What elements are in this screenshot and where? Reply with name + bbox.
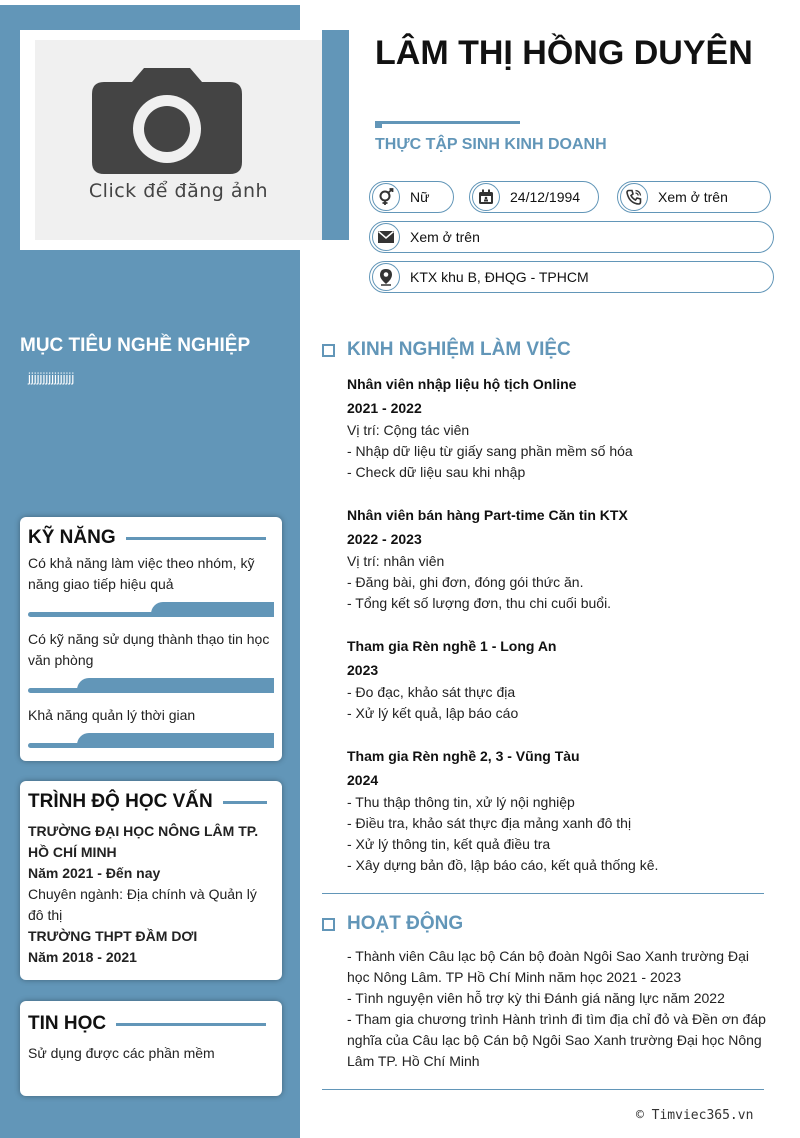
job-title: THỰC TẬP SINH KINH DOANH xyxy=(375,136,607,153)
experience-line: Vị trí: nhân viên xyxy=(347,553,445,569)
calendar-icon xyxy=(472,183,500,211)
gender-icon xyxy=(372,183,400,211)
experience-job-title: Nhân viên nhập liệu hộ tịch Online xyxy=(347,376,577,392)
experience-period: 2022 - 2023 xyxy=(347,531,422,547)
it-title: TIN HỌC xyxy=(28,1013,107,1034)
education-title: TRÌNH ĐỘ HỌC VẤN xyxy=(28,791,213,812)
activities-list xyxy=(347,946,767,1072)
candidate-name: LÂM THỊ HỒNG DUYÊN xyxy=(375,34,753,72)
objective-text: jjjjjjjjjjjjjjjj xyxy=(28,370,75,385)
email-value: Xem ở trên xyxy=(410,229,480,245)
experience-line: - Thu thập thông tin, xử lý nội nghiệp xyxy=(347,794,575,810)
photo-frame xyxy=(20,30,327,250)
experience-line: - Điều tra, khảo sát thực địa mảng xanh đô thị xyxy=(347,815,632,831)
gender-field[interactable] xyxy=(369,181,454,213)
education-school: TRƯỜNG ĐẠI HỌC NÔNG LÂM TP. HỒ CHÍ MINH xyxy=(28,823,259,860)
education-card xyxy=(20,781,282,980)
gender-value: Nữ xyxy=(410,189,430,205)
address-field[interactable] xyxy=(369,261,774,293)
experience-line: - Xây dựng bản đồ, lập báo cáo, kết quả thống kê. xyxy=(347,857,659,873)
experience-line: - Xử lý thông tin, kết quả điều tra xyxy=(347,836,551,852)
experience-period: 2023 xyxy=(347,662,379,678)
envelope-icon xyxy=(372,223,400,251)
activity-line: - Tình nguyện viên hỗ trợ kỳ thi Đánh giá năng lực năm 2022 xyxy=(347,990,725,1006)
skills-card xyxy=(20,517,282,761)
activities-title: HOẠT ĐỘNG xyxy=(347,913,464,934)
experience-line: - Đo đạc, khảo sát thực địa xyxy=(347,684,516,700)
experience-line: - Tổng kết số lượng đơn, thu chi cuối buổi. xyxy=(347,595,612,611)
experience-item xyxy=(347,634,767,724)
activity-line: - Tham gia chương trình Hành trình đi tìm địa chỉ đỏ và Đền ơn đáp nghĩa của Câu lạc bộ Cán bộ Ngôi Sao Xanh trường Đại học Nông Lâm TP. Hồ Chí Minh xyxy=(347,1011,766,1069)
education-major: Chuyên ngành: Địa chính và Quản lý đô thị xyxy=(28,886,257,923)
experience-line: - Check dữ liệu sau khi nhập xyxy=(347,464,526,480)
skill-level-bar xyxy=(28,602,274,617)
name-underline xyxy=(375,121,520,124)
email-field[interactable] xyxy=(369,221,774,253)
skill-item xyxy=(28,553,274,617)
skills-title: KỸ NĂNG xyxy=(28,527,116,548)
skill-level-fill xyxy=(77,678,274,693)
birthday-value: 24/12/1994 xyxy=(510,189,581,205)
activity-line: - Thành viên Câu lạc bộ Cán bộ đoàn Ngôi Sao Xanh trường Đại học Nông Lâm. TP Hồ Chí Minh năm học 2021 - 2023 xyxy=(347,948,749,985)
camera-icon xyxy=(92,68,242,174)
experience-heading xyxy=(322,339,571,361)
education-heading xyxy=(28,791,274,813)
experience-job-title: Tham gia Rèn nghề 2, 3 - Vũng Tàu xyxy=(347,748,580,764)
it-heading xyxy=(28,1013,274,1035)
education-school: TRƯỜNG THPT ĐẦM DƠI xyxy=(28,928,198,944)
phone-field[interactable] xyxy=(617,181,771,213)
skill-level-bar xyxy=(28,678,274,693)
photo-caption: Click để đăng ảnh xyxy=(88,180,269,202)
square-bullet-icon xyxy=(322,918,335,931)
experience-period: 2021 - 2022 xyxy=(347,400,422,416)
activities-heading xyxy=(322,913,463,935)
section-divider xyxy=(322,1089,764,1090)
experience-line: Vị trí: Cộng tác viên xyxy=(347,422,470,438)
footer-credit: © Timviec365.vn xyxy=(636,1108,754,1123)
skills-heading xyxy=(28,527,274,549)
name-underline-dot xyxy=(375,121,382,128)
experience-item xyxy=(347,503,767,614)
experience-title: KINH NGHIỆM LÀM VIỆC xyxy=(347,339,571,360)
experience-line: - Đăng bài, ghi đơn, đóng gói thức ăn. xyxy=(347,574,584,590)
skill-item xyxy=(28,705,274,748)
objective-title: MỤC TIÊU NGHỀ NGHIỆP xyxy=(20,335,251,356)
experience-period: 2024 xyxy=(347,772,379,788)
experience-job-title: Nhân viên bán hàng Part-time Căn tin KTX xyxy=(347,507,628,523)
phone-value: Xem ở trên xyxy=(658,189,728,205)
education-period: Năm 2018 - 2021 xyxy=(28,949,137,965)
photo-upload[interactable] xyxy=(35,40,322,240)
phone-icon xyxy=(620,183,648,211)
experience-item xyxy=(347,744,767,876)
experience-item xyxy=(347,372,767,483)
experience-job-title: Tham gia Rèn nghề 1 - Long An xyxy=(347,638,557,654)
skill-text: Khả năng quản lý thời gian xyxy=(28,707,196,723)
skill-text: Có khả năng làm việc theo nhóm, kỹ năng giao tiếp hiệu quả xyxy=(28,555,255,592)
skill-text: Có kỹ năng sử dụng thành thạo tin học văn phòng xyxy=(28,631,270,668)
accent-bar xyxy=(322,30,349,240)
square-bullet-icon xyxy=(322,344,335,357)
skill-level-fill xyxy=(77,733,274,748)
address-value: KTX khu B, ĐHQG - TPHCM xyxy=(410,269,589,285)
it-text: Sử dụng được các phần mềm xyxy=(28,1045,215,1061)
skill-level-fill xyxy=(151,602,274,617)
experience-list xyxy=(347,372,767,896)
it-card xyxy=(20,1001,282,1096)
birthday-field[interactable] xyxy=(469,181,599,213)
experience-line: - Xử lý kết quả, lập báo cáo xyxy=(347,705,519,721)
experience-line: - Nhập dữ liệu từ giấy sang phần mềm số hóa xyxy=(347,443,633,459)
skill-item xyxy=(28,629,274,693)
skill-level-bar xyxy=(28,733,274,748)
education-period: Năm 2021 - Đến nay xyxy=(28,865,161,881)
section-divider xyxy=(322,893,764,894)
location-pin-icon xyxy=(372,263,400,291)
